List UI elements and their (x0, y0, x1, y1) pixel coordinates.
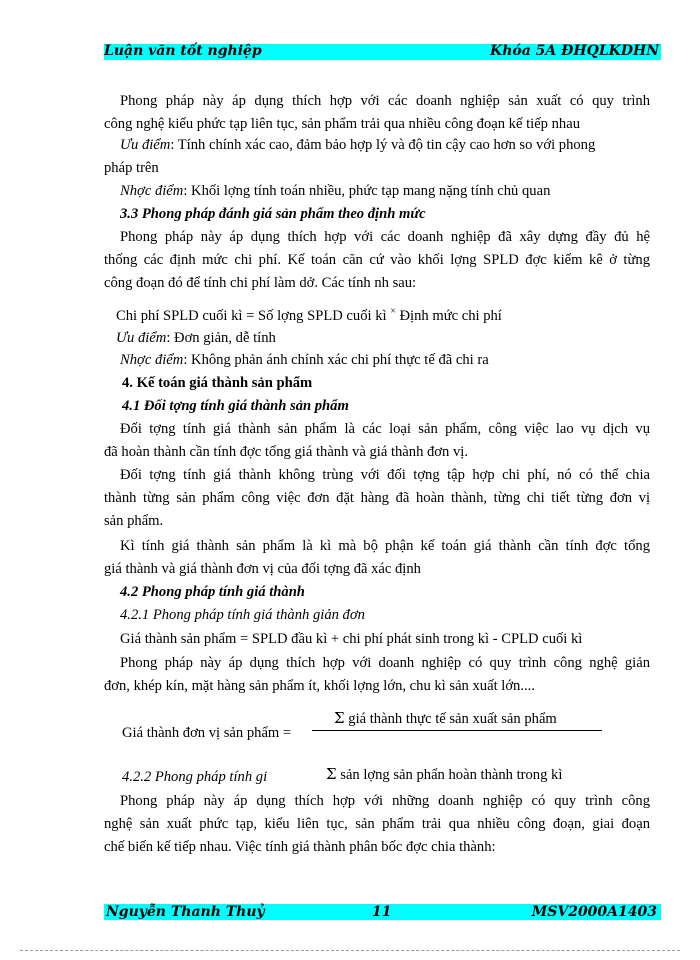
page-number: 11 (372, 904, 392, 920)
disadvantage-line (120, 182, 550, 200)
paragraph-line: thống các định mức chi phí. Kế toán căn cứ vào khối lợng SPLD đợc kiểm kê ở từng (104, 252, 650, 268)
paragraph-line: sản phẩm. (104, 513, 164, 529)
advantage-label: Ưu điểm (120, 137, 171, 153)
section-heading-4: 4. Kế toán giá thành sản phẩm (122, 375, 313, 391)
paragraph-line: Phong pháp này áp dụng thích hợp với các doanh nghiệp đã xây dựng đầy đủ hệ (120, 229, 650, 245)
paragraph-line: giá thành và giá thành đơn vị của đối tợng đã xác định (104, 561, 421, 577)
section-heading-4-2: 4.2 Phong pháp tính giá thành (120, 584, 305, 600)
advantage-label: Ưu điểm (116, 330, 167, 346)
paragraph-line: công nghệ kiểu phức tạp liên tục, sản phẩm trải qua nhiều công đoạn kế tiếp nhau (104, 116, 580, 132)
paragraph-line: chế biến kế tiếp nhau. Việc tính giá thành phân bốc đợc chia thành: (104, 839, 496, 855)
paragraph-line: Phong pháp này áp dụng thích hợp với những doanh nghiệp có quy trình công (120, 793, 650, 809)
page-footer (104, 904, 661, 920)
paragraph-line: Kì tính giá thành sản phẩm là kì mà bộ phận kế toán giá thành cần tính đợc tổng (120, 538, 650, 554)
advantage-line (120, 136, 650, 154)
section-heading-3-3: 3.3 Phong pháp đánh giá sản phẩm theo định mức (120, 206, 426, 222)
header-course: Khóa 5A ĐHQLKDHN (490, 43, 659, 59)
footer-student-id: MSV2000A1403 (531, 904, 657, 920)
formula-denominator (326, 765, 562, 784)
formula-lhs: Chi phí SPLD cuối kì = Số lợng SPLD cuối kì (116, 307, 387, 324)
paragraph-line: thành từng sản phẩm công việc đơn đặt hàng đã hoàn thành, từng chi tiết từng đơn vị (104, 490, 650, 506)
section-heading-4-1: 4.1 Đối tợng tính giá thành sản phẩm (122, 398, 349, 414)
page-edge-rule (20, 950, 680, 951)
formula-rhs: Định mức chi phí (399, 307, 502, 324)
paragraph-line: công đoạn đó để tính chi phí làm dở. Các tính nh sau: (104, 275, 417, 291)
formula-unit-cost-lhs: Giá thành đơn vị sản phẩm = (122, 725, 292, 741)
disadvantage-label: Nhợc điểm (120, 352, 184, 368)
page-header (104, 44, 661, 60)
formula-splde (116, 303, 502, 325)
formula-product-cost: Giá thành sản phẩm = SPLD đầu kì + chi phí phát sinh trong kì - CPLD cuối kì (120, 631, 583, 647)
paragraph-line: Phong pháp này áp dụng thích hợp với các doanh nghiệp sản xuất có quy trình (120, 93, 650, 109)
disadvantage-line (120, 351, 489, 369)
section-heading-4-2-1: 4.2.1 Phong pháp tính giá thành giản đơn (120, 607, 365, 623)
advantage-text: : Tính chính xác cao, đảm bảo hợp lý và độ tin cậy cao hơn so với phong (170, 137, 596, 153)
advantage-text: : Đơn giản, dễ tính (166, 330, 276, 346)
paragraph-line: Phong pháp này áp dụng thích hợp với doanh nghiệp có quy trình công nghệ giản (120, 655, 650, 671)
formula-numerator (334, 709, 557, 728)
multiply-symbol: × (390, 306, 396, 317)
sigma-symbol: Σ (334, 709, 345, 727)
header-thesis-title: Luận văn tốt nghiệp (104, 43, 262, 59)
footer-author: Nguyễn Thanh Thuỷ (106, 904, 265, 920)
advantage-line (116, 329, 276, 347)
sigma-symbol: Σ (326, 765, 337, 783)
denominator-text: sản lợng sản phẩn hoàn thành trong kì (340, 767, 563, 783)
paragraph-line: Đối tợng tính giá thành sản phẩm là các loại sản phẩm, công việc lao vụ dịch vụ (120, 421, 650, 437)
paragraph-line: đơn, khép kín, mặt hàng sản phẩm ít, khối lợng lớn, chu kì sản xuất lớn.... (104, 678, 535, 694)
numerator-text: giá thành thực tế sản xuất sản phẩm (348, 711, 557, 727)
paragraph-line: đã hoàn thành cần tính đợc tổng giá thành và giá thành đơn vị. (104, 444, 468, 460)
disadvantage-label: Nhợc điểm (120, 183, 184, 199)
paragraph-line: pháp trên (104, 160, 159, 176)
disadvantage-text: : Không phản ánh chính xác chi phí thực tế đã chi ra (183, 352, 489, 368)
section-heading-4-2-2: 4.2.2 Phong pháp tính gi (122, 769, 268, 785)
paragraph-line: Đối tợng tính giá thành không trùng với đối tợng tập hợp chi phí, nó có thể chia (120, 467, 650, 483)
disadvantage-text: : Khối lợng tính toán nhiều, phức tạp mang nặng tính chủ quan (183, 183, 551, 199)
paragraph-line: nghệ sản xuất phức tạp, kiểu liên tục, sản phẩm trải qua nhiều công đoạn, giai đoạn (104, 816, 650, 832)
fraction-bar (312, 730, 602, 731)
